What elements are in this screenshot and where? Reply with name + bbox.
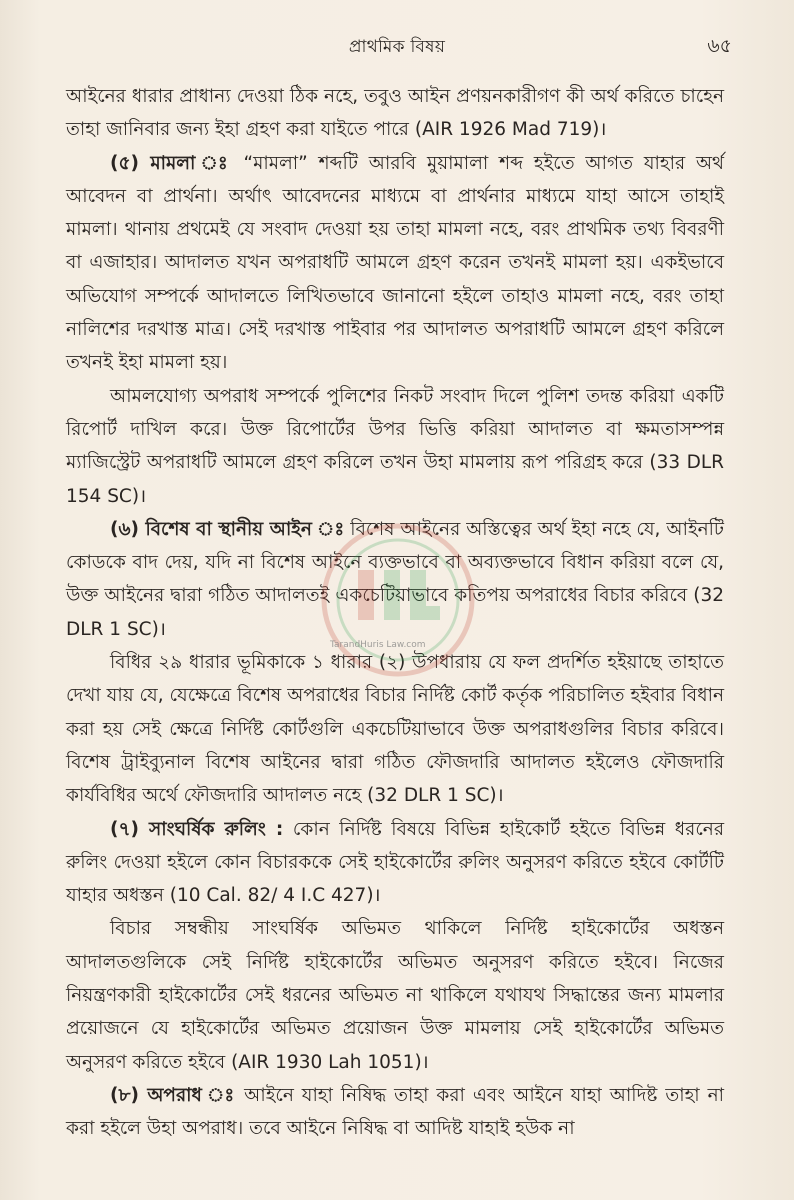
paragraph — [66, 646, 724, 812]
paragraph-text: “মামলা” শব্দটি আরবি মুয়ামালা শব্দ হইতে আগত যাহার অর্থ আবেদন বা প্রার্থনা। অর্থাৎ আবেদনের মাধ্যমে বা প্রার্থনার মাধ্যমে যাহা আসে তাহাই মামলা। থানায় প্রথমেই যে সংবাদ দেওয়া হয় তাহা মামলা নহে, বরং প্রাথমিক তথ্য বিবরণী বা এজাহার। আদালত যখন অপরাধটি আমলে গ্রহণ করেন তখনই মামলা হয়। একইভাবে অভিযোগ সম্পর্কে আদালতে লিখিতভাবে জানানো হইলে তাহাও মামলা নহে, বরং তাহা নালিশের দরখাস্ত মাত্র। সেই দরখাস্ত পাইবার পর আদালত অপরাধটি আমলে গ্রহণ করিলে তখনই ইহা মামলা হয়। — [66, 152, 724, 374]
paragraph-text: বিচার সম্বন্ধীয় সাংঘর্ষিক অভিমত থাকিলে নির্দিষ্ট হাইকোর্টের অধস্তন আদালতগুলিকে সেই নির্দিষ্ট হাইকোর্টের অভিমত অনুসরণ করিতে হইবে। নিজের নিয়ন্ত্রণকারী হাইকোর্টের সেই ধরনের অভিমত না থাকিলে যথাযথ সিদ্ধান্তের জন্য মামলার প্রয়োজনে যে হাইকোর্টের অভিমত প্রয়োজন উক্ত মামলায় সেই হাইকোর্টের অভিমত অনুসরণ করিতে হইবে (AIR 1930 Lah 1051)। — [66, 918, 724, 1073]
paragraph-text: বিশেষ আইনের অস্তিত্বের অর্থ ইহা নহে যে, আইনটি কোডকে বাদ দেয়, যদি না বিশেষ আইনে ব্যক্তভাবে বা অব্যক্তভাবে বিধান করিয়া বলে যে, উক্ত আইনের দ্বারা গঠিত আদালতই একচেটিয়াভাবে কতিপয় অপরাধের বিচার করিবে (32 DLR 1 SC)। — [66, 518, 724, 640]
body-text — [66, 80, 724, 1146]
paragraph — [66, 1079, 724, 1146]
paragraph — [66, 813, 724, 913]
paragraph-text: আমলযোগ্য অপরাধ সম্পর্কে পুলিশের নিকট সংবাদ দিলে পুলিশ তদন্ত করিয়া একটি রিপোর্ট দাখিল করে। উক্ত রিপোর্টের উপর ভিত্তি করিয়া আদালত বা ক্ষমতাসম্পন্ন ম্যাজিস্ট্রেট অপরাধটি আমলে গ্রহণ করিলে তখন উহা মামলায় রূপ পরিগ্রহ করে (33 DLR 154 SC)। — [66, 385, 724, 507]
running-header — [0, 32, 794, 62]
paragraph — [66, 513, 724, 646]
paragraph-text: আইনের ধারার প্রাধান্য দেওয়া ঠিক নহে, তবুও আইন প্রণয়নকারীগণ কী অর্থ করিতে চাহেন তাহা জানিবার জন্য ইহা গ্রহণ করা যাইতে পারে (AIR 1926 Mad 719)। — [66, 86, 724, 141]
paragraph-text: কোন নির্দিষ্ট বিষয়ে বিভিন্ন হাইকোর্ট হইতে বিভিন্ন ধরনের রুলিং দেওয়া হইলে কোন বিচারককে সেই হাইকোর্টের রুলিং অনুসরণ করিতে হইবে কোর্টটি যাহার অধস্তন (10 Cal. 82/ 4 I.C 427)। — [66, 818, 724, 907]
paragraph — [66, 380, 724, 513]
section-heading: (৫) মামলা ঃ — [110, 152, 233, 174]
running-title: প্রাথমিক বিষয় — [348, 37, 446, 57]
section-heading: (৭) সাংঘর্ষিক রুলিং : — [110, 818, 284, 840]
paragraph — [66, 912, 724, 1078]
section-heading: (৬) বিশেষ বা স্থানীয় আইন ঃ — [110, 518, 345, 540]
paragraph — [66, 147, 724, 380]
paragraph-text: আইনে যাহা নিষিদ্ধ তাহা করা এবং আইনে যাহা আদিষ্ট তাহা না করা হইলে উহা অপরাধ। তবে আইনে নিষিদ্ধ বা আদিষ্ট যাহাই হউক না — [66, 1084, 724, 1140]
section-heading: (৮) অপরাধ ঃ — [110, 1084, 237, 1106]
page-number: ৬৫ — [707, 35, 732, 57]
paragraph — [66, 80, 724, 147]
paragraph-text: বিধির ২৯ ধারার ভূমিকাকে ১ ধারার (২) উপধারায় যে ফল প্রদর্শিত হইয়াছে তাহাতে দেখা যায় যে, যেক্ষেত্রে বিশেষ অপরাধের বিচার নির্দিষ্ট কোর্ট কর্তৃক পরিচালিত হইবার বিধান করা হয় সেই ক্ষেত্রে নির্দিষ্ট কোর্টগুলি একচেটিয়াভাবে উক্ত অপরাধগুলির বিচার করিবে। বিশেষ ট্রাইব্যুনাল বিশেষ আইনের দ্বারা গঠিত ফৌজদারি আদালত হইলেও ফৌজদারি কার্যবিধির অর্থে ফৌজদারি আদালত নহে (32 DLR 1 SC)। — [66, 652, 724, 807]
watermark-caption: TarandHuris Law.com — [330, 640, 426, 650]
